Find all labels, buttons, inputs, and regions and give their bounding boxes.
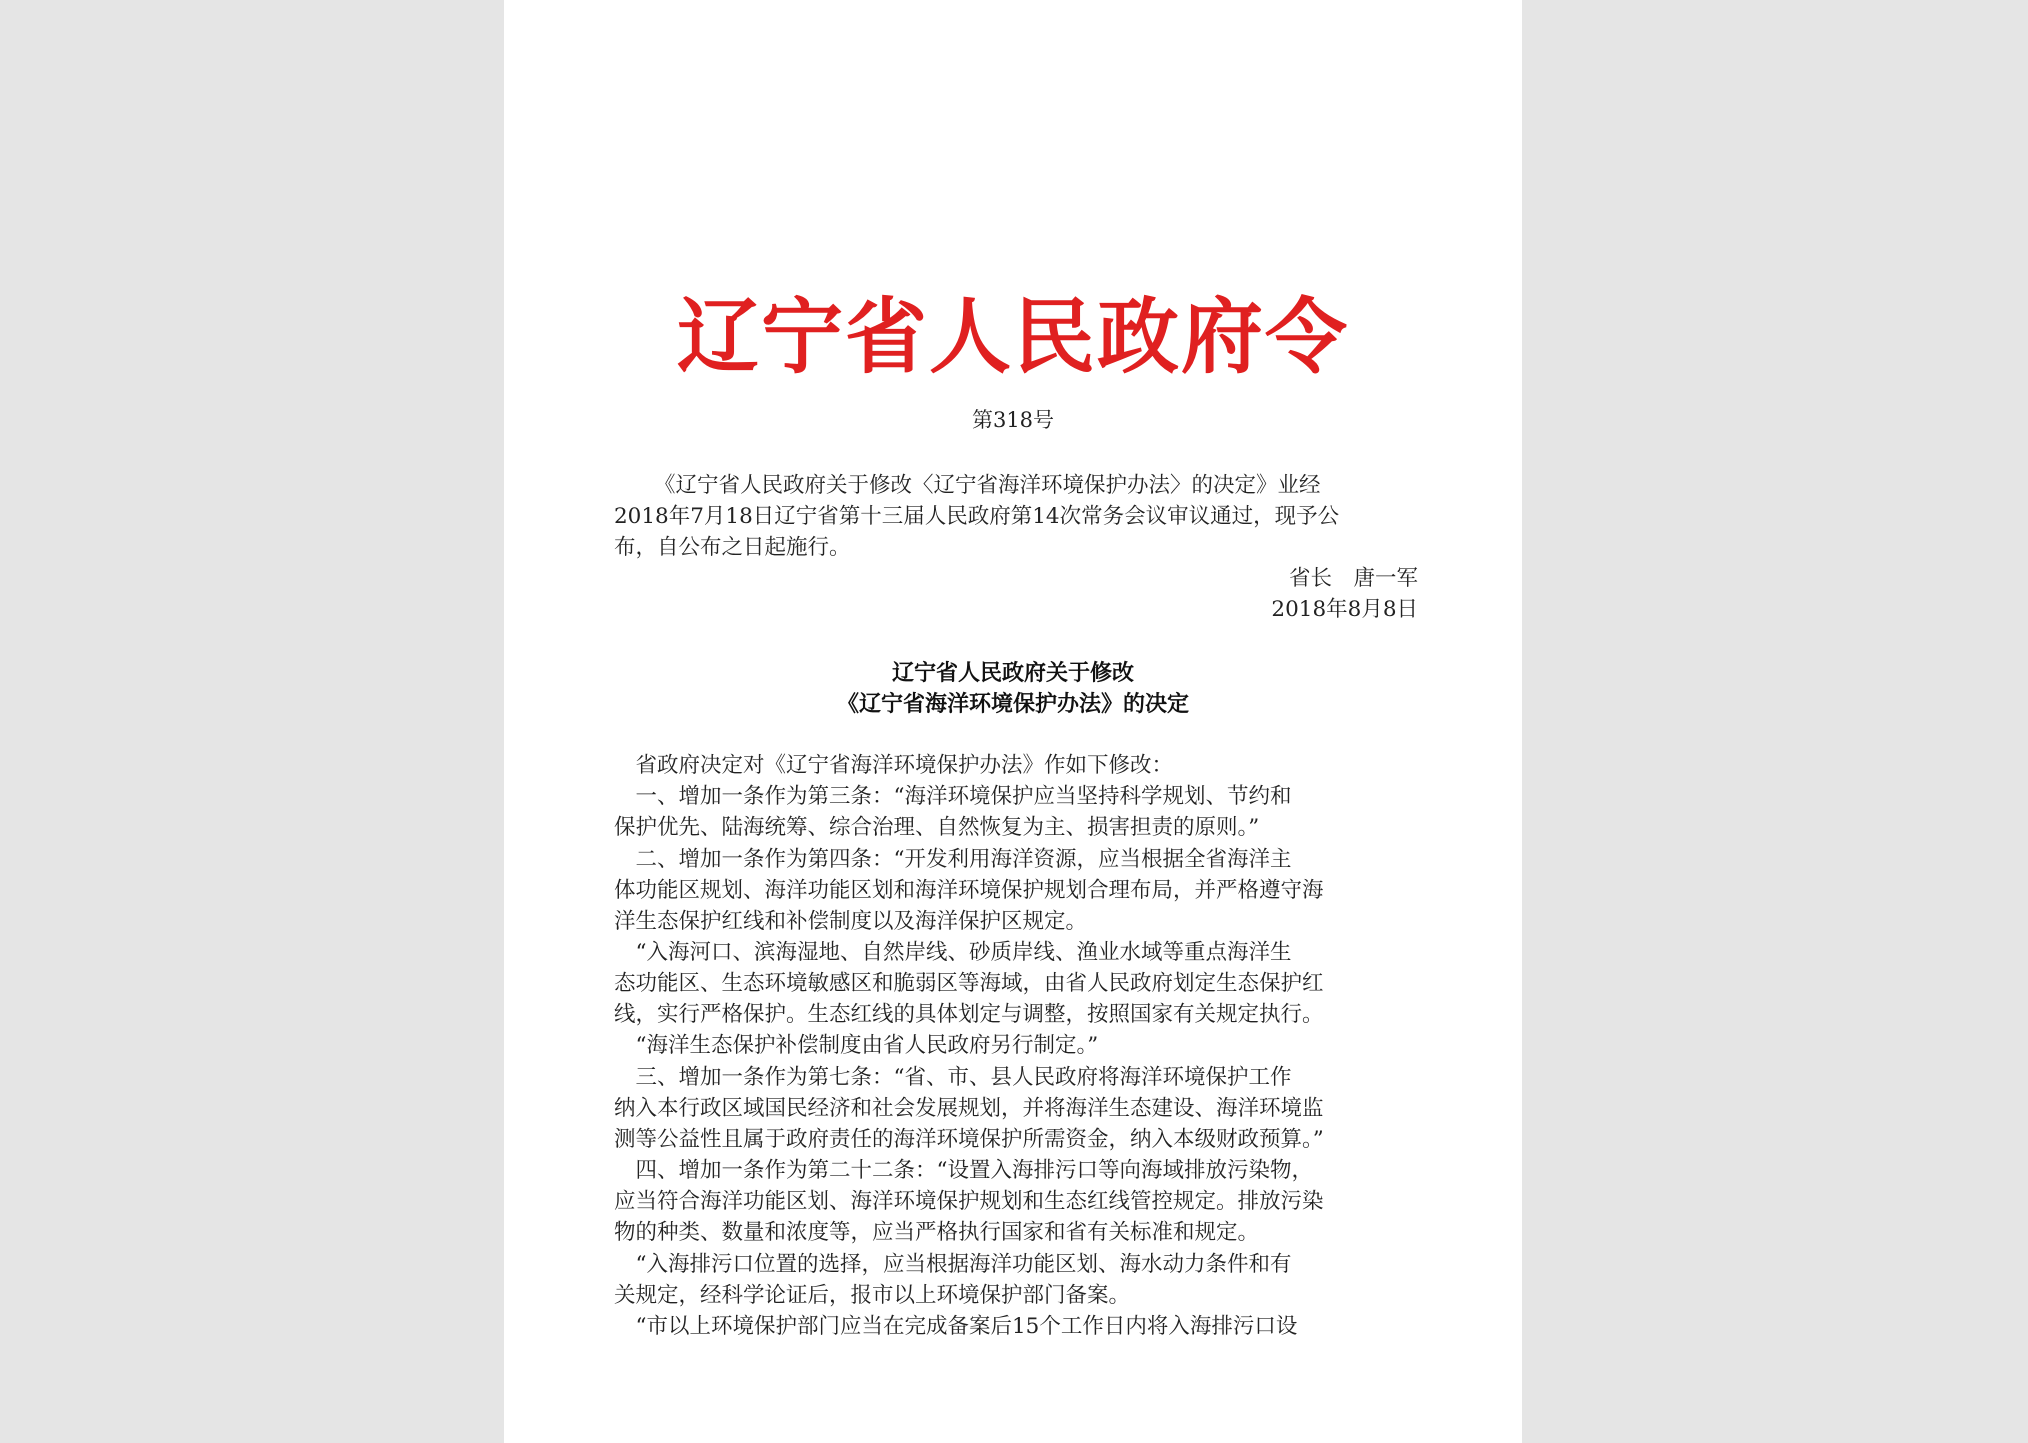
intro-line: 《辽宁省人民政府关于修改〈辽宁省海洋环境保护办法〉的决定》业经 [654, 473, 1321, 498]
intro-line: 2018年7月18日辽宁省第十三届人民政府第14次常务会议审议通过，现予公 [614, 504, 1340, 529]
order-number: 第318号 [971, 408, 1055, 432]
body-line: “海洋生态保护补偿制度由省人民政府另行制定。” [614, 1033, 1099, 1058]
body-line: 一、增加一条作为第三条：“海洋环境保护应当坚持科学规划、节约和 [614, 784, 1292, 809]
body-line: 应当符合海洋功能区划、海洋环境保护规划和生态红线管控规定。排放污染 [614, 1189, 1324, 1214]
body-line: “入海排污口位置的选择，应当根据海洋功能区划、海水动力条件和有 [614, 1252, 1292, 1277]
body-line: 物的种类、数量和浓度等，应当严格执行国家和省有关标准和规定。 [614, 1220, 1260, 1245]
body-line: 态功能区、生态环境敏感区和脆弱区等海域，由省人民政府划定生态保护红 [614, 971, 1324, 996]
body-line: 洋生态保护红线和补偿制度以及海洋保护区规定。 [614, 909, 1088, 934]
document-page [504, 0, 1522, 1443]
body-line: 省政府决定对《辽宁省海洋环境保护办法》作如下修改： [614, 753, 1174, 778]
decision-title-line-2: 《辽宁省海洋环境保护办法》的决定 [836, 692, 1189, 717]
body-line: 线，实行严格保护。生态红线的具体划定与调整，按照国家有关规定执行。 [614, 1002, 1324, 1027]
body-line: 二、增加一条作为第四条：“开发利用海洋资源，应当根据全省海洋主 [614, 847, 1292, 872]
signature-date: 2018年8月8日 [1271, 597, 1418, 622]
body-line: 关规定，经科学论证后，报市以上环境保护部门备案。 [614, 1283, 1131, 1308]
signer: 省长 唐一军 [1288, 566, 1418, 591]
intro-line: 布，自公布之日起施行。 [614, 535, 851, 560]
body-line: 三、增加一条作为第七条：“省、市、县人民政府将海洋环境保护工作 [614, 1065, 1292, 1090]
decision-title-line-1: 辽宁省人民政府关于修改 [891, 661, 1134, 686]
document-header-title: 辽宁省人民政府令 [676, 290, 1349, 385]
body-line: 测等公益性且属于政府责任的海洋环境保护所需资金，纳入本级财政预算。” [614, 1127, 1324, 1152]
body-line: “市以上环境保护部门应当在完成备案后15个工作日内将入海排污口设 [614, 1314, 1298, 1339]
body-line: 四、增加一条作为第二十二条：“设置入海排污口等向海域排放污染物， [614, 1158, 1313, 1183]
body-line: “入海河口、滨海湿地、自然岸线、砂质岸线、渔业水域等重点海洋生 [614, 940, 1292, 965]
body-line: 纳入本行政区域国民经济和社会发展规划，并将海洋生态建设、海洋环境监 [614, 1096, 1324, 1121]
body-line: 体功能区规划、海洋功能区划和海洋环境保护规划合理布局，并严格遵守海 [614, 878, 1324, 903]
body-line: 保护优先、陆海统筹、综合治理、自然恢复为主、损害担责的原则。” [614, 815, 1260, 840]
